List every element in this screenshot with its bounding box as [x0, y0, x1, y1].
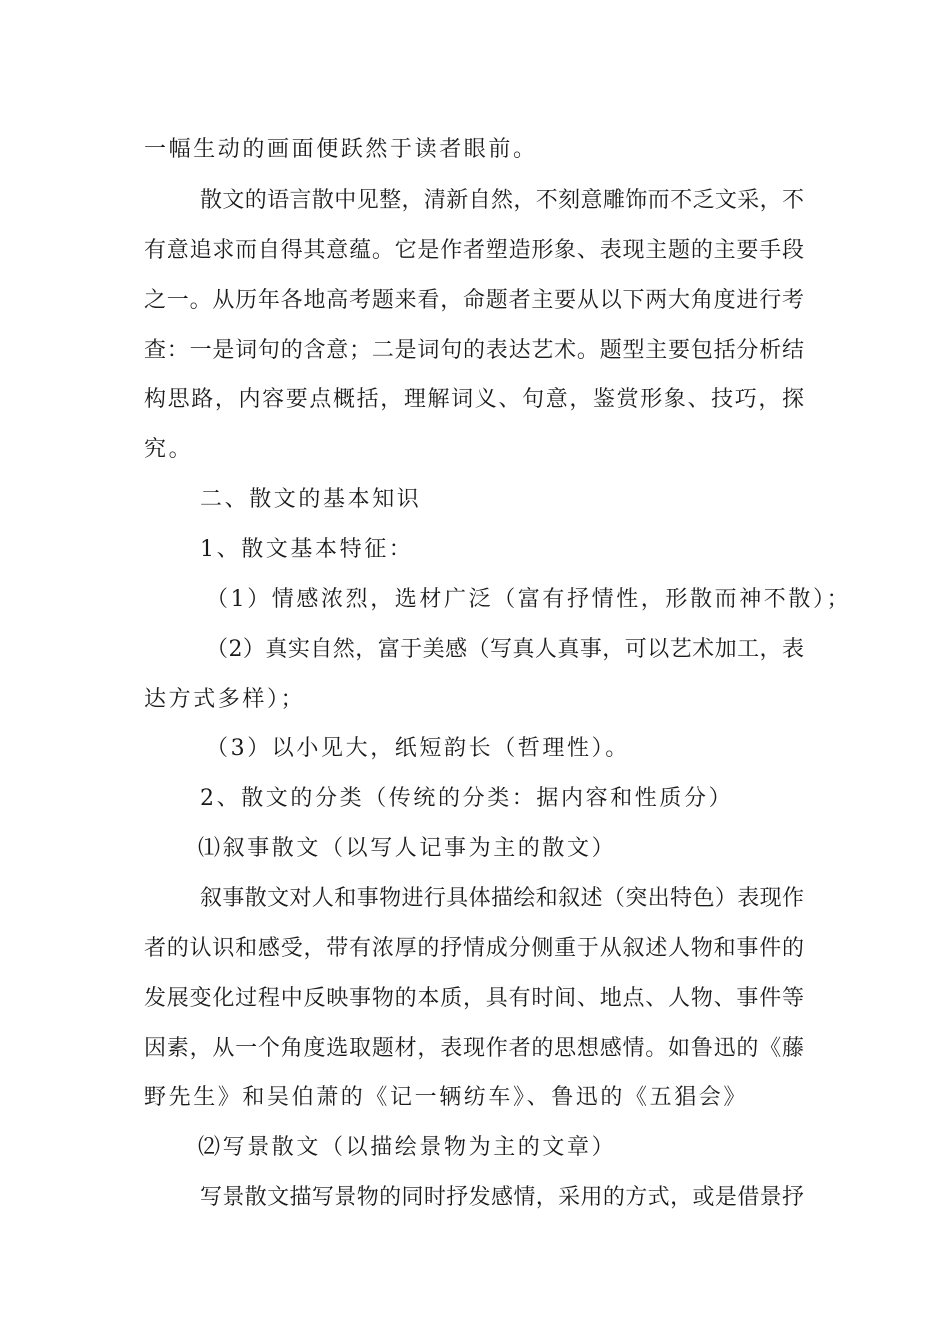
text-line: 一幅生动的画面便跃然于读者眼前。: [144, 137, 538, 162]
text-line: 野先生》和吴伯萧的《记一辆纺车》、鲁迅的《五猖会》: [144, 1085, 749, 1110]
list-item: （1）情感浓烈，选材广泛（富有抒情性，形散而神不散）；: [206, 587, 852, 612]
text-line: 构思路，内容要点概括，理解词义、句意，鉴赏形象、技巧，探: [144, 387, 804, 412]
subsection-heading: 1、散文基本特征：: [200, 537, 414, 562]
category-heading: ⑴叙事散文（以写人记事为主的散文）: [198, 836, 617, 861]
list-item: （2）真实自然，富于美感（写真人真事，可以艺术加工，表: [206, 637, 804, 662]
text-line: 有意追求而自得其意蕴。它是作者塑造形象、表现主题的主要手段: [144, 238, 804, 263]
text-line: 达方式多样）；: [144, 687, 306, 712]
subsection-heading: 2、散文的分类（传统的分类：据内容和性质分）: [200, 786, 734, 811]
paragraph-first-line: 散文的语言散中见整，清新自然，不刻意雕饰而不乏文采，不: [200, 188, 804, 213]
section-heading: 二、散文的基本知识: [200, 487, 422, 512]
text-line: 究。: [144, 437, 194, 462]
text-line: 因素，从一个角度选取题材，表现作者的思想感情。如鲁迅的《藤: [144, 1036, 804, 1061]
text-line: 查：一是词句的含意；二是词句的表达艺术。题型主要包括分析结: [144, 338, 804, 363]
text-line: 发展变化过程中反映事物的本质，具有时间、地点、人物、事件等: [144, 986, 804, 1011]
paragraph-first-line: 写景散文描写景物的同时抒发感情，采用的方式，或是借景抒: [200, 1185, 804, 1210]
paragraph-first-line: 叙事散文对人和事物进行具体描绘和叙述（突出特色）表现作: [200, 886, 804, 911]
list-item: （3）以小见大，纸短韵长（哲理性）。: [206, 736, 630, 761]
text-line: 之一。从历年各地高考题来看，命题者主要从以下两大角度进行考: [144, 288, 804, 313]
text-line: 者的认识和感受，带有浓厚的抒情成分侧重于从叙述人物和事件的: [144, 936, 804, 961]
category-heading: ⑵写景散文（以描绘景物为主的文章）: [198, 1135, 617, 1160]
